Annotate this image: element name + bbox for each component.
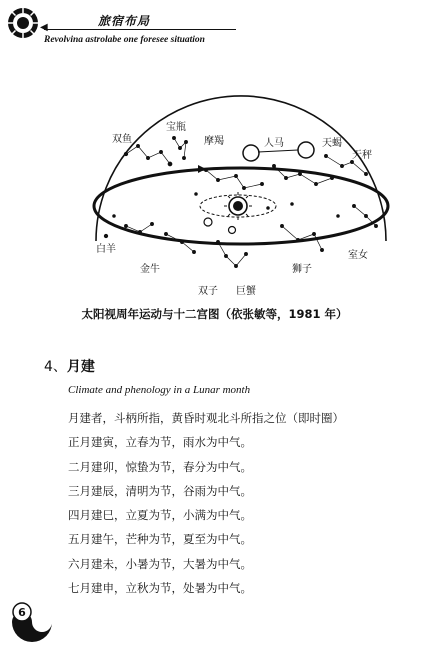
label-tiancheng: 天秤	[352, 150, 372, 161]
figure-caption: 太阳视周年运动与十二宫图（依张敏等，1981 年）	[81, 307, 348, 321]
label-shuangzi: 双子	[198, 286, 218, 297]
section-number: 4、	[44, 359, 67, 375]
label-shinv: 室女	[348, 250, 368, 261]
header-rule	[44, 29, 236, 30]
page-number: 6	[18, 606, 26, 619]
earth-icon	[204, 218, 212, 226]
sun-position-marker	[298, 142, 314, 158]
header-title: 旅宿布局	[98, 14, 151, 28]
label-shuangyu: 双鱼	[112, 134, 132, 145]
paragraph: 四月建巳，立夏为节，小满为中气。	[68, 508, 252, 523]
paragraph: 六月建未，小暑为节，大暑为中气。	[68, 556, 252, 571]
celestial-sphere-diagram	[86, 66, 392, 306]
section-subtitle: Climate and phenology in a Lunar month	[68, 384, 251, 396]
label-baiyang: 白羊	[96, 244, 116, 255]
body-text	[68, 406, 418, 600]
header-subtitle: Revolvina astrolabe one foresee situation	[44, 35, 205, 45]
page-number-mark	[8, 598, 56, 646]
label-jinniu: 金牛	[140, 264, 160, 275]
page-header	[6, 4, 306, 50]
label-juxie: 巨蟹	[236, 286, 256, 297]
sun-icon	[224, 192, 252, 220]
label-renma: 人马	[264, 138, 284, 149]
label-tianxie: 天蝎	[322, 138, 342, 149]
paragraph: 正月建寅，立春为节，雨水为中气。	[68, 435, 252, 450]
label-shizi: 狮子	[292, 264, 312, 275]
sun-emblem-icon	[6, 6, 40, 40]
paragraph: 七月建申，立秋为节，处暑为中气。	[68, 581, 252, 596]
paragraph: 二月建卯，惊蛰为节，春分为中气。	[68, 459, 252, 474]
paragraph: 月建者，斗柄所指，黄昏时观北斗所指之位（即时圈）	[68, 411, 344, 425]
label-baoping: 宝瓶	[166, 122, 186, 133]
section-title: 月建	[66, 359, 95, 375]
label-mojie: 摩羯	[204, 136, 224, 147]
arrow-left-icon: ◀	[40, 22, 48, 33]
sun-position-marker	[243, 145, 259, 161]
paragraph: 三月建辰，清明为节，谷雨为中气。	[68, 483, 252, 498]
section-heading	[44, 356, 95, 376]
paragraph: 五月建午，芒种为节，夏至为中气。	[68, 532, 252, 547]
